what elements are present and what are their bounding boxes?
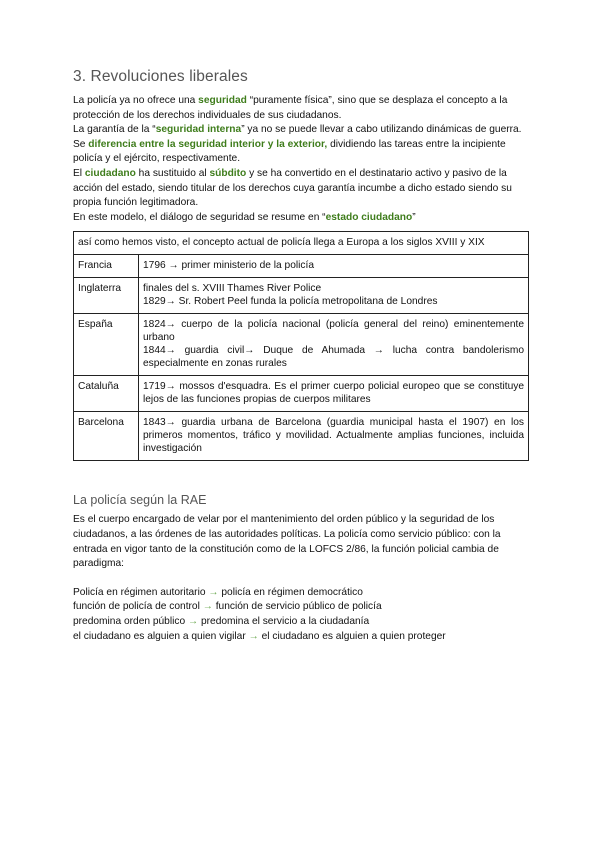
document-content (73, 68, 529, 644)
paradigm-item (73, 600, 529, 615)
events-cell (139, 278, 529, 314)
event-line: 1844→ guardia civil→ Duque de Ahumada → lucha contra bandolerismo especialmente en zonas rurales (143, 345, 524, 370)
rae-paragraph: Es el cuerpo encargado de velar por el mantenimiento del orden público y la seguridad de los ciudadanos, a las órdenes de las autoridades políticas. La policía como servicio público: con la entrada en vigor tanto de la constitución como de la LOFCS 2/86, la función policial cambia de paradigma: (73, 514, 501, 570)
paradigm-item (73, 615, 529, 630)
events-cell (139, 255, 529, 278)
rae-section (73, 493, 529, 644)
section-title: 3. Revoluciones liberales (73, 68, 248, 85)
place-cell: Inglaterra (74, 278, 139, 314)
highlight-ciudadano: ciudadano (84, 167, 136, 179)
arrow-icon: → (208, 586, 219, 598)
place-cell: Francia (74, 255, 139, 278)
text: Policía en régimen autoritario (73, 586, 209, 598)
intro-paragraph-2 (73, 123, 529, 167)
arrow-icon: → (187, 615, 199, 627)
intro-paragraph-4 (73, 211, 529, 226)
intro-paragraph-3 (73, 167, 529, 211)
event-line: 1824→ cuerpo de la policía nacional (policía general del reino) eminentemente urbano (143, 319, 524, 344)
table-row (74, 255, 529, 278)
text: En este modelo, el diálogo de seguridad se resume en “ (73, 211, 326, 223)
text: La policía ya no ofrece una (73, 95, 199, 106)
text: ” (412, 211, 416, 223)
event-line: 1829→ Sr. Robert Peel funda la policía metropolitana de Londres (143, 296, 438, 308)
table-row (74, 314, 529, 376)
place-cell: Cataluña (74, 376, 139, 412)
history-table (73, 231, 529, 461)
highlight-diferencia: diferencia entre la seguridad interior y la exterior, (88, 138, 328, 150)
text: y se ha convertido en el destinatario activo y pasivo de la acción del estado, siendo titular de los derechos cuya garantía incumbe a dicho estado siendo su propia función legitimadora. (73, 167, 512, 209)
text: ” ya no se puede llevar a cabo utilizando dinámicas de guerra. Se (73, 124, 522, 150)
text: “puramente física”, sino que se desplaza el concepto a la protección de los derechos individuales de sus ciudadanos. (73, 95, 508, 121)
text: el ciudadano es alguien a quien vigilar (73, 630, 249, 642)
highlight-seguridad: seguridad (198, 95, 247, 106)
table-row (74, 412, 529, 461)
text: el ciudadano es alguien a quien proteger (258, 630, 446, 642)
intro-paragraph-1 (73, 94, 529, 123)
text: La garantía de la “ (73, 124, 156, 136)
text: función de servicio público de policía (212, 601, 382, 613)
event-line: finales del s. XVIII Thames River Police (143, 283, 322, 295)
text: predomina orden público (73, 615, 188, 627)
arrow-icon: → (248, 630, 259, 642)
table-header-row (74, 232, 529, 255)
table-header-cell: así como hemos visto, el concepto actual de policía llega a Europa a los siglos XVIII y XIX (74, 232, 529, 255)
paradigm-item (73, 586, 529, 601)
arrow-icon: → (202, 601, 213, 613)
text: policía en régimen democrático (218, 586, 363, 598)
text: El (73, 167, 85, 179)
table-row (74, 376, 529, 412)
events-cell (139, 412, 529, 461)
text: función de policía de control (73, 601, 203, 613)
event-line: 1796 → primer ministerio de la policía (143, 260, 314, 272)
place-cell: España (74, 314, 139, 376)
events-cell (139, 376, 529, 412)
highlight-seguridad-interna: seguridad interna (155, 124, 242, 136)
text: dividiendo las tareas entre la incipiente policía y el ejército, respectivamente. (73, 138, 506, 165)
highlight-subdito: súbdito (209, 167, 247, 179)
events-cell (139, 314, 529, 376)
table-row (74, 278, 529, 314)
place-cell: Barcelona (74, 412, 139, 461)
highlight-estado-ciudadano: estado ciudadano (325, 211, 413, 223)
event-line: 1719→ mossos d'esquadra. Es el primer cuerpo policial europeo que se constituye lejos de las funciones propias de cuerpos militares (143, 381, 524, 406)
text: ha sustituido al (135, 167, 210, 179)
paradigm-item (73, 630, 529, 645)
rae-title: La policía según la RAE (73, 493, 207, 508)
text: predomina el servicio a la ciudadanía (198, 615, 370, 627)
event-line: 1843→ guardia urbana de Barcelona (guardia municipal hasta el 1907) en los primeros momentos, tráfico y movilidad. Actualmente amplias funciones, incluida investigación (143, 417, 524, 455)
